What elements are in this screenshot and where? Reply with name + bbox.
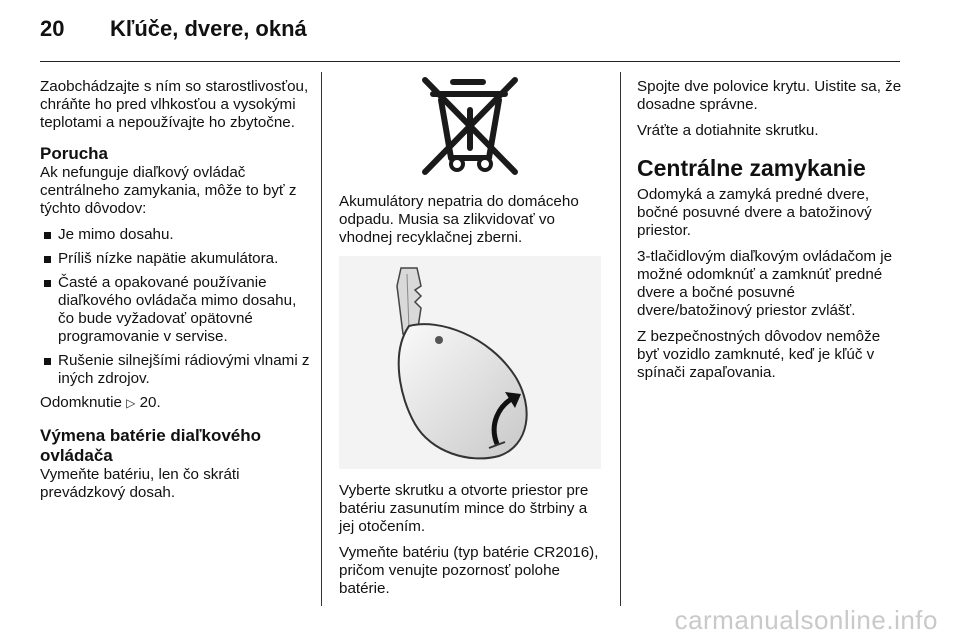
- crossed-bin-icon: [419, 74, 521, 178]
- column-1: [40, 78, 312, 510]
- page-title: Kľúče, dvere, okná: [110, 16, 307, 41]
- page-header: [40, 16, 307, 50]
- remote-key-illustration: [339, 256, 601, 469]
- central-locking-paragraph-2: 3-tlačidlovým diaľkovým ovládačom je možné odomknúť a zamknúť predné dvere a bočné posuvné dvere/batožinový priestor zvlášť.: [637, 248, 893, 319]
- fault-heading: Porucha: [40, 144, 109, 163]
- bullet-item: Je mimo dosahu.: [40, 226, 312, 244]
- disposal-paragraph: Akumulátory nepatria do domáceho odpadu. Musia sa zlikvidovať vo vhodnej recyklačnej zberni.: [339, 193, 579, 246]
- assemble-paragraph: Spojte dve polovice krytu. Uistite sa, že dosadne správne.: [637, 78, 902, 113]
- central-locking-paragraph-1: Odomyká a zamyká predné dvere, bočné posuvné dvere a batožinový priestor.: [637, 186, 872, 239]
- intro-paragraph: Zaobchádzajte s ním so starostlivosťou, chráňte ho pred vlhkosťou a vysokými teplotami a nepoužívajte ho zbytočne.: [40, 78, 309, 131]
- cross-reference: [40, 394, 312, 412]
- bullet-item: Rušenie silnejšími rádiovými vlnami z iných zdrojov.: [40, 352, 312, 388]
- fault-bullet-list: [40, 226, 312, 388]
- bullet-item: Časté a opakované používanie diaľkového ovládača mimo dosahu, čo bude vyžadovať opätovné programovanie v servise.: [40, 274, 312, 346]
- screw-paragraph: Vyberte skrutku a otvorte priestor pre batériu zasunutím mince do štrbiny a jej otočením.: [339, 482, 589, 535]
- page-number: 20: [40, 16, 65, 41]
- triangle-right-icon: ▷: [126, 396, 136, 410]
- battery-paragraph: Vymeňte batériu, len čo skráti prevádzkový dosah.: [40, 466, 240, 501]
- column-separator-2: [620, 72, 621, 606]
- column-3: [637, 78, 905, 390]
- column-2-bottom: [339, 482, 605, 606]
- watermark: carmanualsonline.info: [674, 605, 938, 635]
- bullet-item: Príliš nízke napätie akumulátora.: [40, 250, 312, 268]
- column-separator-1: [321, 72, 322, 606]
- cross-reference-page: 20.: [139, 394, 161, 411]
- central-locking-paragraph-3: Z bezpečnostných dôvodov nemôže byť vozidlo zamknuté, keď je kľúč v spínači zapaľovania.: [637, 328, 881, 381]
- header-rule: [40, 61, 900, 62]
- screw-back-paragraph: Vráťte a dotiahnite skrutku.: [637, 122, 819, 139]
- fault-paragraph: Ak nefunguje diaľkový ovládač centrálneho zamykania, môže to byť z týchto dôvodov:: [40, 164, 297, 217]
- cross-reference-text: Odomknutie: [40, 394, 122, 411]
- battery-heading: Výmena batérie diaľkového ovládača: [40, 426, 262, 465]
- replace-battery-paragraph: Vymeňte batériu (typ batérie CR2016), pričom venujte pozornosť polohe batérie.: [339, 544, 599, 597]
- central-locking-heading: Centrálne zamykanie: [637, 155, 866, 181]
- column-2-top: [339, 193, 605, 255]
